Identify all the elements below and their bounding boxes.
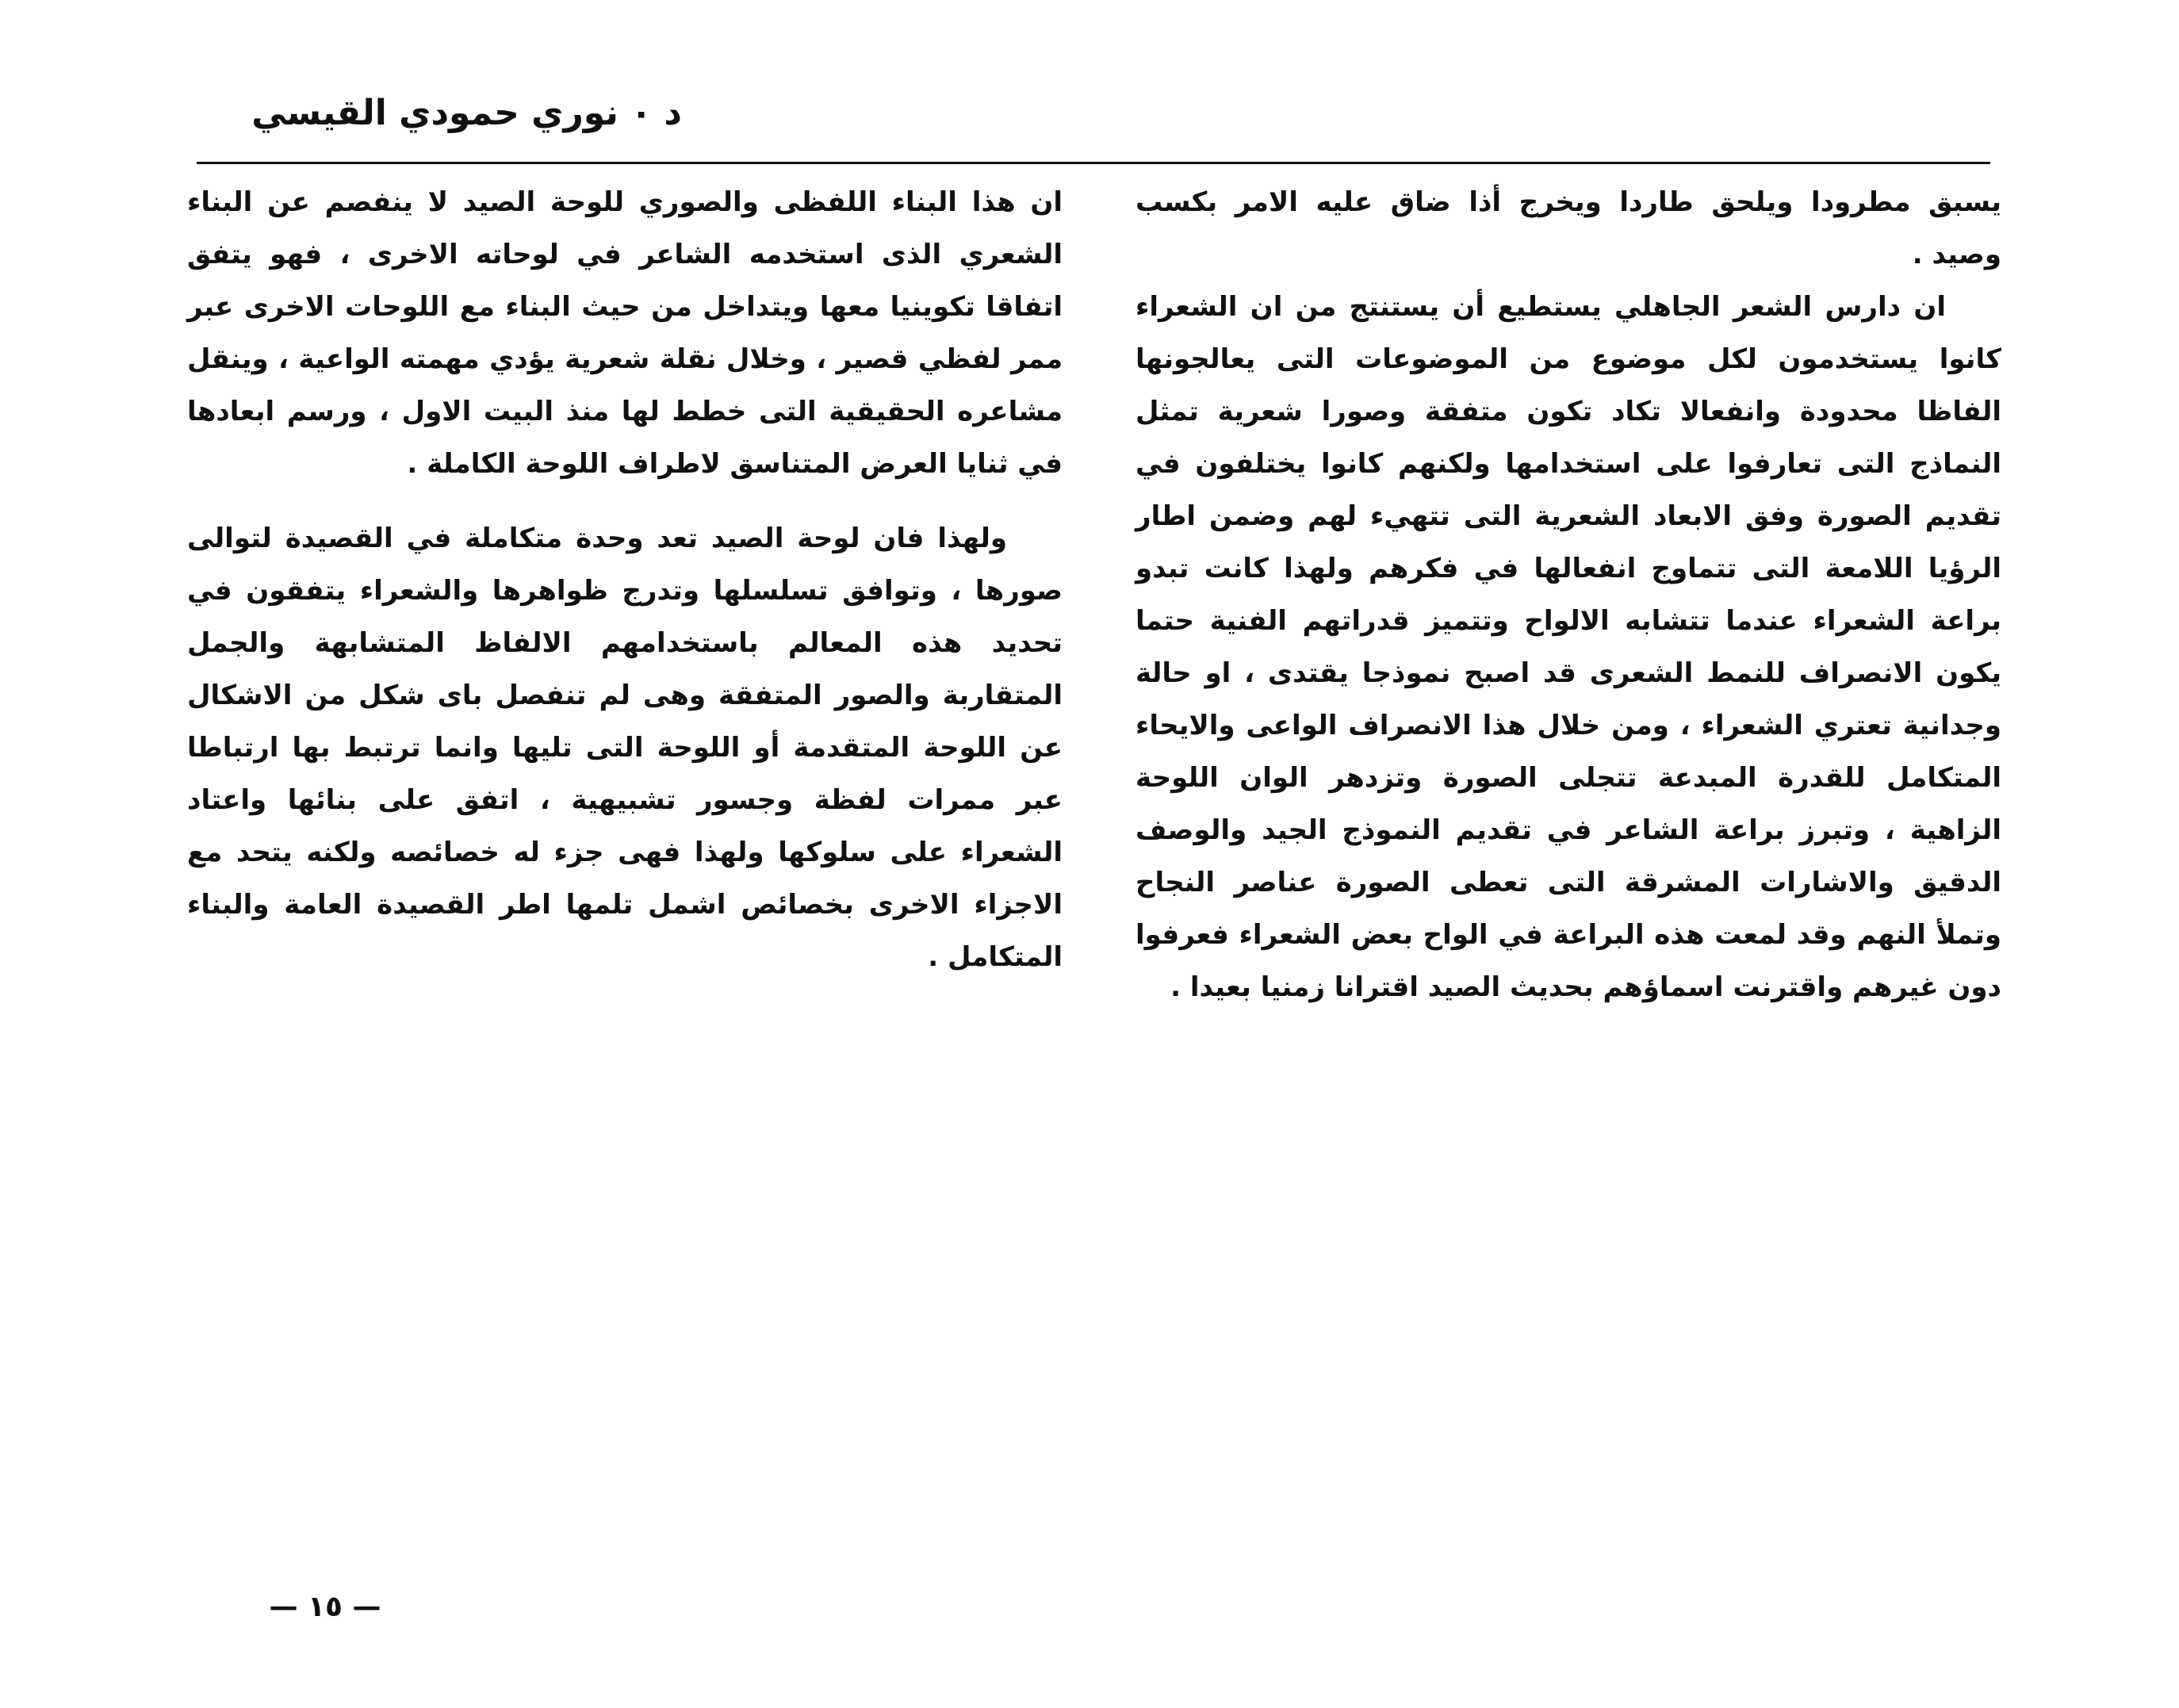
left-paragraph-1: ان هذا البناء اللفظى والصوري للوحة الصيد لا ينفصم عن البناء الشعري الذى استخدمه الشاعر في لوحاته الاخرى ، فهو يتفق اتفاقا تكوينيا معها ويتداخل من حيث البناء مع اللوحات الاخرى عبر ممر لفظي قصير ، وخلال نقلة شعرية يؤدي مهمته الواعية ، وينقل مشاعره الحقيقية التى خطط لها منذ البيت الاول ، ورسم ابعادها في ثنايا العرض المتناسق لاطراف اللوحة الكاملة . bbox=[187, 186, 1063, 480]
author-header: د ٠ نوري حمودي القيسي bbox=[251, 93, 682, 133]
right-paragraph-1: يسبق مطرودا ويلحق طاردا ويخرج أذا ضاق عليه الامر بكسب وصيد . bbox=[1135, 186, 2001, 270]
left-text-column bbox=[187, 176, 1063, 983]
page-number: — ١٥ — bbox=[269, 1591, 381, 1623]
right-text-column bbox=[1135, 176, 2001, 1013]
right-paragraph-2: ان دارس الشعر الجاهلي يستطيع أن يستنتج من ان الشعراء كانوا يستخدمون لكل موضوع من الموضوعات التى يعالجونها الفاظا محدودة وانفعالا تكاد تكون متفقة وصورا شعرية تمثل النماذج التى تعارفوا على استخدامها ولكنهم كانوا يختلفون في تقديم الصورة وفق الابعاد الشعرية التى تتهيء لهم وضمن اطار الرؤيا اللامعة التى تتماوج انفعالها في فكرهم ولهذا كانت تبدو براعة الشعراء عندما تتشابه الالواح وتتميز قدراتهم الفنية حتما يكون الانصراف للنمط الشعرى قد اصبح نموذجا يقتدى ، او حالة وجدانية تعتري الشعراء ، ومن خلال هذا الانصراف الواعى والايحاء المتكامل للقدرة المبدعة تتجلى الصورة وتزدهر الوان اللوحة الزاهية ، وتبرز براعة الشاعر في تقديم النموذج الجيد والوصف الدقيق والاشارات المشرقة التى تعطى الصورة عناصر النجاح وتملأ النهم وقد لمعت هذه البراعة في الواح بعض الشعراء فعرفوا دون غيرهم واقترنت اسماؤهم بحديث الصيد اقترانا زمنيا بعيدا . bbox=[1135, 291, 2001, 1003]
header-divider bbox=[197, 162, 1990, 164]
left-paragraph-2: ولهذا فان لوحة الصيد تعد وحدة متكاملة في القصيدة لتوالى صورها ، وتوافق تسلسلها وتدرج ظواهرها والشعراء يتفقون في تحديد هذه المعالم باستخدامهم الالفاظ المتشابهة والجمل المتقاربة والصور المتفقة وهى لم تنفصل باى شكل من الاشكال عن اللوحة المتقدمة أو اللوحة التى تليها وانما ترتبط بها ارتباطا عبر ممرات لفظة وجسور تشبيهية ، اتفق على بنائها واعتاد الشعراء على سلوكها ولهذا فهى جزء له خصائصه ولكنه يتحد مع الاجزاء الاخرى بخصائص اشمل تلمها اطر القصيدة العامة والبناء المتكامل . bbox=[187, 523, 1063, 973]
